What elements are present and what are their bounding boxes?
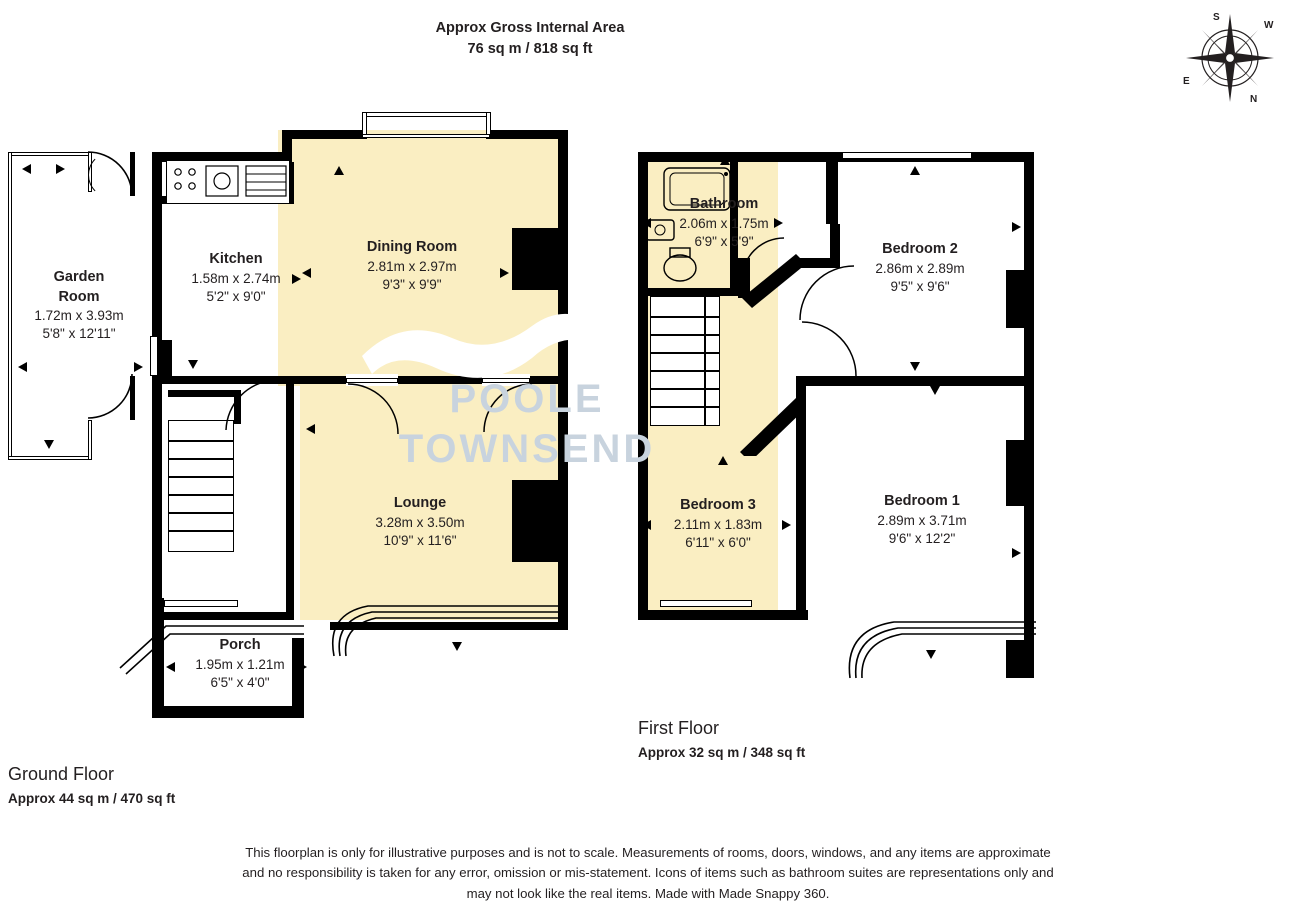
room-name-garden-room-line2: Room [58,288,100,305]
room-dim-kitchen-ft: 5'2" x 9'0" [206,288,266,304]
ground-wall-bay-top-right [488,130,568,139]
door-swing-hall [220,376,280,434]
room-dim-bedroom-1-ft: 9'6" x 12'2" [888,530,956,546]
room-dim-dining-room-ft: 9'3" x 9'9" [382,276,442,292]
arrow-bed1-up [930,386,940,395]
compass-rose [1180,8,1280,108]
chimney-breast-dining [512,228,558,290]
room-dim-garden-room-m: 1.72m x 3.93m [34,308,124,324]
room-name-bedroom-1: Bedroom 1 [884,493,960,509]
room-dim-bedroom-1-m: 2.89m x 3.71m [877,512,967,528]
room-name-garden-room-line1: Garden [53,269,105,285]
bay-window-outer [362,112,490,117]
disclaimer [148,843,1148,904]
first-wall-top-left [638,152,838,162]
arrow-garden-left [18,362,27,372]
room-dim-bedroom-3-ft: 6'11" x 6'0" [685,534,751,550]
watermark-line-2: TOWNSEND [398,427,656,471]
arrow-lounge-down [452,642,462,651]
chimney-bedroom1 [1006,440,1034,506]
room-dim-porch-m: 1.95m x 1.21m [195,656,285,672]
bedroom3-window [660,600,752,607]
garden-room-wall-top [8,152,90,156]
room-dim-bedroom-3-m: 2.11m x 1.83m [673,516,763,532]
bedroom1-bay-window [806,600,1036,682]
room-dim-lounge-ft: 10'9" x 11'6" [383,532,457,548]
gross-area-title: Approx Gross Internal Area [435,20,625,36]
chimney-breast-lounge [512,480,558,562]
ground-floor-title-block [8,764,328,806]
bathroom-wall-bottom [638,288,738,296]
watermark [352,300,702,490]
door-swing-bedroom1 [798,318,860,382]
first-floor-title: First Floor [638,718,719,738]
compass-label-north: N [1250,94,1258,105]
arrow-garden-right [134,362,143,372]
ground-floor-title: Ground Floor [8,764,115,784]
ground-floor-area: Approx 44 sq m / 470 sq ft [8,791,176,806]
room-dim-bathroom-m: 2.06m x 1.75m [679,215,769,231]
arrow-lounge-left [306,424,315,434]
arrow-bed1-right [1012,548,1021,558]
room-label-bedroom-3 [636,496,800,552]
first-wall-stair-right [826,152,838,224]
arrow-bed3-up [718,456,728,465]
arrow-garden-bottom [44,440,54,449]
arrow-dining-up [334,166,344,175]
room-dim-lounge-m: 3.28m x 3.50m [375,514,465,530]
partition-mid-right [906,376,1034,386]
bay-window-lounge-bottom [296,598,566,660]
garden-door-jamb-bottom [130,376,135,420]
hall-wall-jamb [162,340,172,378]
room-dim-dining-room-m: 2.81m x 2.97m [367,258,457,274]
room-label-kitchen [156,250,316,306]
room-label-bedroom-2 [832,240,1008,296]
ground-wall-bay-top-left [282,130,364,139]
compass-label-west: W [1264,20,1274,31]
room-name-dining-room: Dining Room [366,239,458,255]
lounge-wall-left [286,384,294,620]
room-name-bedroom-3: Bedroom 3 [680,497,756,513]
ground-wall-left [152,152,162,620]
arrow-bed2-right [1012,222,1021,232]
room-dim-kitchen-m: 1.58m x 2.74m [191,270,281,286]
room-label-porch [158,636,322,692]
disclaimer-line-3: may not look like the real items. Made with Made Snappy 360. [466,885,830,901]
arrow-dining-right [500,268,509,278]
first-wall-bottom-left [638,610,808,620]
bedroom2-window [842,152,972,159]
room-dim-bedroom-2-m: 2.86m x 2.89m [875,260,965,276]
partition-diagonal-bottom [738,396,818,456]
garden-room-wall-bottom [8,456,90,460]
room-name-porch: Porch [219,637,261,653]
room-name-kitchen: Kitchen [209,251,263,267]
arrow-bed1-down [926,650,936,659]
room-dim-bedroom-2-ft: 9'5" x 9'6" [890,278,950,294]
arrow-bathroom-up [720,156,730,165]
porch-window [164,600,238,607]
chimney-bedroom2 [1006,270,1034,328]
room-label-garden-room [0,268,158,344]
compass-label-east: E [1183,76,1190,87]
gross-area-value: 76 sq m / 818 sq ft [467,41,593,58]
garden-door-jamb-top [130,152,135,196]
room-dim-garden-room-ft: 5'8" x 12'11" [42,326,116,342]
kitchen-appliance-icons [168,162,290,202]
room-name-lounge: Lounge [393,495,447,511]
arrow-garden-top-right [56,164,65,174]
arrow-garden-top-left [22,164,31,174]
first-floor-area: Approx 32 sq m / 348 sq ft [638,745,806,760]
room-name-bathroom: Bathroom [689,196,759,212]
room-dim-bathroom-ft: 6'9" x 5'9" [694,233,754,249]
disclaimer-line-2: and no responsibility is taken for any error, omission or mis-statement. Icons of items such as bathroom suites are representations only and [242,865,1054,881]
arrow-bed2-down [910,362,920,371]
room-dim-porch-ft: 6'5" x 4'0" [210,674,270,690]
first-floor-title-block [638,718,938,760]
garden-room-wall-right-bottom [88,420,92,460]
arrow-bed2-up [910,166,920,175]
arrow-kitchen-down [188,360,198,369]
room-label-bedroom-1 [834,492,1010,548]
compass-label-south: S [1213,12,1220,23]
room-label-dining-room [326,238,498,294]
room-name-bedroom-2: Bedroom 2 [882,241,958,257]
room-label-lounge [330,494,510,550]
room-label-bathroom [640,195,808,251]
bay-window-inner [362,134,490,138]
watermark-line-1: POOLE [449,377,605,421]
watermark-swoosh-icon [352,300,702,380]
disclaimer-line-1: This floorplan is only for illustrative purposes and is not to scale. Measurements of rooms, doors, windows, and any items are approximate [245,845,1051,860]
